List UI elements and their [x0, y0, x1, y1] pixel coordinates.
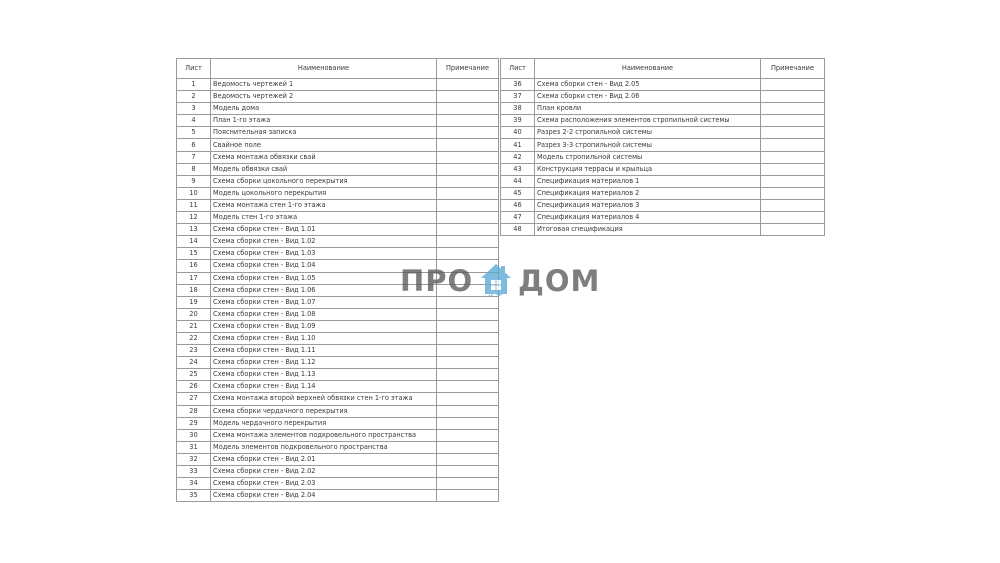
table-row [177, 79, 499, 91]
sheet-name-cell: Схема сборки цокольного перекрытия [211, 175, 437, 187]
sheet-number-cell: 24 [177, 357, 211, 369]
table-row [501, 212, 825, 224]
note-cell [437, 224, 499, 236]
sheet-number-cell: 30 [177, 429, 211, 441]
note-cell [437, 127, 499, 139]
note-cell [437, 187, 499, 199]
table-header-row [501, 59, 825, 79]
table-row [177, 466, 499, 478]
sheet-name-cell: Схема сборки стен - Вид 1.02 [211, 236, 437, 248]
sheet-number-cell: 41 [501, 139, 535, 151]
sheet-number-cell: 44 [501, 175, 535, 187]
note-cell [437, 115, 499, 127]
table-row [501, 91, 825, 103]
sheet-name-cell: Разрез 3-3 стропильной системы [535, 139, 761, 151]
sheet-name-cell: Модель стен 1-го этажа [211, 212, 437, 224]
watermark-logo [400, 262, 600, 302]
sheet-name-cell: Схема сборки стен - Вид 1.11 [211, 345, 437, 357]
sheet-name-cell: Модель цокольного перекрытия [211, 187, 437, 199]
table-row [501, 79, 825, 91]
sheet-name-cell: Схема сборки стен - Вид 1.05 [211, 272, 437, 284]
sheet-name-cell: Схема сборки стен - Вид 1.06 [211, 284, 437, 296]
sheet-number-cell: 34 [177, 478, 211, 490]
header-sheet: Лист [177, 59, 211, 79]
sheet-number-cell: 20 [177, 308, 211, 320]
sheet-name-cell: Конструкция террасы и крыльца [535, 163, 761, 175]
sheet-name-cell: Модель обвязки свай [211, 163, 437, 175]
table-row [501, 175, 825, 187]
sheet-name-cell: Схема сборки стен - Вид 1.08 [211, 308, 437, 320]
sheet-name-cell: Схема сборки стен - Вид 1.13 [211, 369, 437, 381]
table-row [501, 139, 825, 151]
sheet-name-cell: Разрез 2-2 стропильной системы [535, 127, 761, 139]
note-cell [761, 139, 825, 151]
table-row [177, 224, 499, 236]
sheet-name-cell: Спецификация материалов 2 [535, 187, 761, 199]
sheet-number-cell: 16 [177, 260, 211, 272]
table-row [177, 151, 499, 163]
note-cell [437, 332, 499, 344]
sheet-name-cell: Пояснительная записка [211, 127, 437, 139]
note-cell [437, 441, 499, 453]
note-cell [437, 417, 499, 429]
note-cell [761, 151, 825, 163]
sheet-name-cell: Схема сборки стен - Вид 1.04 [211, 260, 437, 272]
sheet-name-cell: Модель стропильной системы [535, 151, 761, 163]
note-cell [437, 345, 499, 357]
table-body-right [501, 79, 825, 236]
note-cell [437, 175, 499, 187]
table-row [177, 212, 499, 224]
note-cell [761, 103, 825, 115]
sheet-number-cell: 28 [177, 405, 211, 417]
sheet-number-cell: 26 [177, 381, 211, 393]
table-row [501, 163, 825, 175]
sheet-number-cell: 11 [177, 199, 211, 211]
header-name: Наименование [535, 59, 761, 79]
header-note: Примечание [437, 59, 499, 79]
table-row [177, 91, 499, 103]
sheet-name-cell: Схема сборки стен - Вид 1.07 [211, 296, 437, 308]
note-cell [437, 236, 499, 248]
note-cell [761, 127, 825, 139]
sheet-name-cell: Схема монтажа стен 1-го этажа [211, 199, 437, 211]
table-row [177, 441, 499, 453]
note-cell [761, 212, 825, 224]
drawing-list-table-right [500, 58, 825, 236]
header-sheet: Лист [501, 59, 535, 79]
table-row [177, 103, 499, 115]
sheet-number-cell: 37 [501, 91, 535, 103]
sheet-name-cell: Схема монтажа элементов подкровельного пространства [211, 429, 437, 441]
watermark-text-left: ПРО [400, 264, 474, 298]
note-cell [761, 115, 825, 127]
table-row [177, 308, 499, 320]
watermark-text-small: .РФ [488, 290, 503, 298]
sheet-name-cell: Схема сборки стен - Вид 1.09 [211, 320, 437, 332]
table-header-row [177, 59, 499, 79]
note-cell [761, 175, 825, 187]
table-row [177, 199, 499, 211]
sheet-number-cell: 18 [177, 284, 211, 296]
table-row [177, 236, 499, 248]
table-row [177, 345, 499, 357]
sheet-name-cell: Модель чердачного перекрытия [211, 417, 437, 429]
table-row [501, 127, 825, 139]
sheet-number-cell: 38 [501, 103, 535, 115]
sheet-number-cell: 10 [177, 187, 211, 199]
note-cell [437, 490, 499, 502]
sheet-name-cell: Схема сборки стен - Вид 1.01 [211, 224, 437, 236]
sheet-number-cell: 47 [501, 212, 535, 224]
table-row [177, 369, 499, 381]
sheet-name-cell: Схема сборки стен - Вид 2.06 [535, 91, 761, 103]
note-cell [437, 320, 499, 332]
note-cell [437, 212, 499, 224]
note-cell [437, 308, 499, 320]
sheet-name-cell: Схема сборки стен - Вид 1.14 [211, 381, 437, 393]
watermark-text-right: ДОМ [518, 264, 601, 298]
sheet-name-cell: Спецификация материалов 3 [535, 199, 761, 211]
note-cell [437, 478, 499, 490]
sheet-name-cell: Свайное поле [211, 139, 437, 151]
sheet-number-cell: 17 [177, 272, 211, 284]
header-note: Примечание [761, 59, 825, 79]
sheet-number-cell: 12 [177, 212, 211, 224]
note-cell [437, 91, 499, 103]
sheet-number-cell: 4 [177, 115, 211, 127]
table-row [177, 490, 499, 502]
sheet-name-cell: План кровли [535, 103, 761, 115]
table-row [177, 175, 499, 187]
sheet-name-cell: Схема расположения элементов стропильной системы [535, 115, 761, 127]
sheet-name-cell: Схема сборки стен - Вид 1.10 [211, 332, 437, 344]
sheet-name-cell: Ведомость чертежей 1 [211, 79, 437, 91]
sheet-number-cell: 31 [177, 441, 211, 453]
sheet-number-cell: 39 [501, 115, 535, 127]
sheet-number-cell: 2 [177, 91, 211, 103]
sheet-number-cell: 36 [501, 79, 535, 91]
sheet-name-cell: Схема сборки чердачного перекрытия [211, 405, 437, 417]
sheet-name-cell: Схема сборки стен - Вид 2.02 [211, 466, 437, 478]
header-name: Наименование [211, 59, 437, 79]
table-row [501, 224, 825, 236]
sheet-name-cell: Спецификация материалов 4 [535, 212, 761, 224]
note-cell [761, 187, 825, 199]
table-row [177, 139, 499, 151]
note-cell [437, 79, 499, 91]
sheet-name-cell: Схема сборки стен - Вид 2.05 [535, 79, 761, 91]
sheet-number-cell: 21 [177, 320, 211, 332]
sheet-name-cell: Итоговая спецификация [535, 224, 761, 236]
note-cell [437, 139, 499, 151]
note-cell [437, 466, 499, 478]
table-row [501, 187, 825, 199]
table-row [177, 405, 499, 417]
sheet-number-cell: 23 [177, 345, 211, 357]
note-cell [437, 199, 499, 211]
note-cell [761, 91, 825, 103]
sheet-number-cell: 40 [501, 127, 535, 139]
table-row [177, 453, 499, 465]
sheet-number-cell: 8 [177, 163, 211, 175]
table-row [501, 199, 825, 211]
note-cell [437, 453, 499, 465]
table-row [177, 163, 499, 175]
sheet-number-cell: 19 [177, 296, 211, 308]
sheet-name-cell: Модель дома [211, 103, 437, 115]
table-row [177, 417, 499, 429]
sheet-number-cell: 33 [177, 466, 211, 478]
sheet-number-cell: 7 [177, 151, 211, 163]
sheet-name-cell: Схема сборки стен - Вид 2.04 [211, 490, 437, 502]
sheet-name-cell: Схема сборки стен - Вид 2.01 [211, 453, 437, 465]
sheet-number-cell: 45 [501, 187, 535, 199]
note-cell [761, 199, 825, 211]
sheet-name-cell: Схема сборки стен - Вид 1.03 [211, 248, 437, 260]
sheet-number-cell: 1 [177, 79, 211, 91]
sheet-number-cell: 22 [177, 332, 211, 344]
table-row [177, 429, 499, 441]
table-row [501, 103, 825, 115]
sheet-number-cell: 14 [177, 236, 211, 248]
note-cell [761, 224, 825, 236]
note-cell [761, 79, 825, 91]
sheet-number-cell: 42 [501, 151, 535, 163]
sheet-number-cell: 9 [177, 175, 211, 187]
note-cell [437, 369, 499, 381]
table-row [177, 357, 499, 369]
sheet-name-cell: Схема сборки стен - Вид 2.03 [211, 478, 437, 490]
sheet-number-cell: 43 [501, 163, 535, 175]
note-cell [437, 248, 499, 260]
sheet-name-cell: Схема сборки стен - Вид 1.12 [211, 357, 437, 369]
sheet-number-cell: 3 [177, 103, 211, 115]
table-row [177, 393, 499, 405]
table-row [177, 248, 499, 260]
note-cell [437, 381, 499, 393]
table-row [177, 187, 499, 199]
sheet-number-cell: 27 [177, 393, 211, 405]
sheet-number-cell: 13 [177, 224, 211, 236]
table-row [177, 115, 499, 127]
note-cell [437, 429, 499, 441]
sheet-number-cell: 29 [177, 417, 211, 429]
note-cell [437, 151, 499, 163]
note-cell [437, 405, 499, 417]
sheet-name-cell: Ведомость чертежей 2 [211, 91, 437, 103]
sheet-number-cell: 25 [177, 369, 211, 381]
table-row [177, 320, 499, 332]
sheet-name-cell: Схема монтажа обвязки свай [211, 151, 437, 163]
table-row [501, 151, 825, 163]
table-row [177, 127, 499, 139]
sheet-number-cell: 35 [177, 490, 211, 502]
sheet-number-cell: 48 [501, 224, 535, 236]
table-row [501, 115, 825, 127]
note-cell [437, 357, 499, 369]
sheet-name-cell: Схема монтажа второй верхней обвязки стен 1-го этажа [211, 393, 437, 405]
note-cell [761, 163, 825, 175]
note-cell [437, 393, 499, 405]
note-cell [437, 103, 499, 115]
sheet-number-cell: 46 [501, 199, 535, 211]
sheet-number-cell: 5 [177, 127, 211, 139]
note-cell [437, 163, 499, 175]
table-row [177, 381, 499, 393]
sheet-name-cell: Модель элементов подкровельного пространства [211, 441, 437, 453]
sheet-number-cell: 32 [177, 453, 211, 465]
table-row [177, 332, 499, 344]
sheet-name-cell: Спецификация материалов 1 [535, 175, 761, 187]
sheet-number-cell: 6 [177, 139, 211, 151]
sheet-number-cell: 15 [177, 248, 211, 260]
sheet-name-cell: План 1-го этажа [211, 115, 437, 127]
table-row [177, 478, 499, 490]
